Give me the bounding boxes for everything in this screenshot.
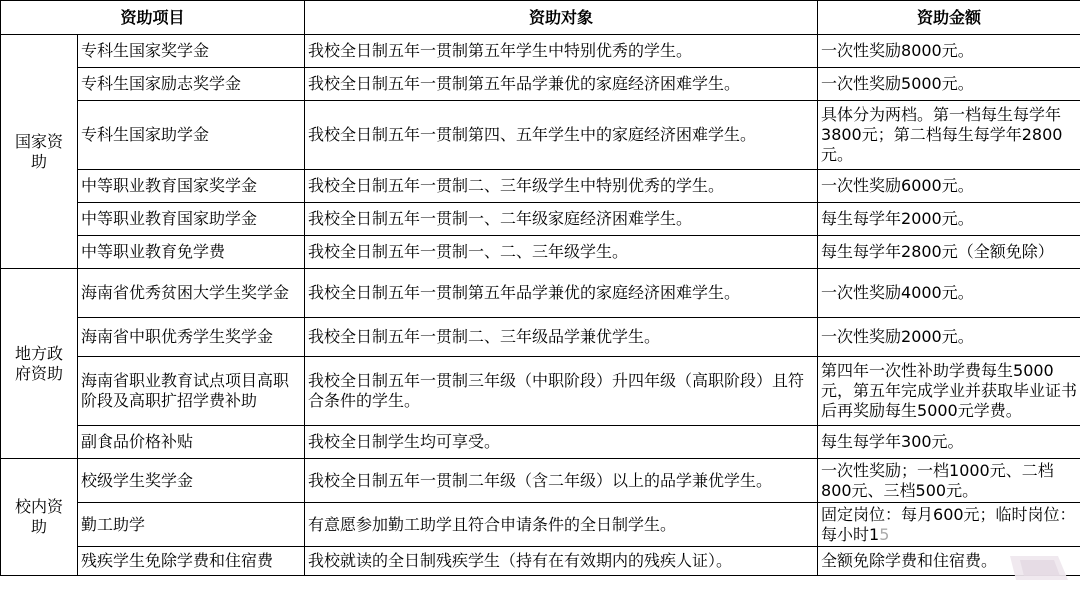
category-school: 校内资助: [1, 459, 78, 576]
project-cell: 勤工助学: [78, 503, 305, 547]
project-cell: 海南省职业教育试点项目高职阶段及高职扩招学费补助: [78, 357, 305, 426]
target-cell: 我校全日制五年一贯制三年级（中职阶段）升四年级（高职阶段）且符合条件的学生。: [305, 357, 818, 426]
table-row: [1, 503, 1080, 547]
target-cell: 我校全日制五年一贯制二、三年级品学兼优学生。: [305, 318, 818, 357]
target-cell: 我校全日制五年一贯制第五年学生中特别优秀的学生。: [305, 35, 818, 68]
header-target: 资助对象: [305, 1, 818, 35]
target-cell: 我校全日制五年一贯制二、三年级学生中特别优秀的学生。: [305, 170, 818, 203]
table-row: [1, 101, 1080, 170]
target-cell: 我校全日制五年一贯制第五年品学兼优的家庭经济困难学生。: [305, 269, 818, 318]
amount-cell: 一次性奖励4000元。: [818, 269, 1080, 318]
amount-cell: 全额免除学费和住宿费。: [818, 547, 1080, 576]
amount-cell: [818, 503, 1080, 547]
project-cell: 副食品价格补贴: [78, 426, 305, 459]
table-row: [1, 236, 1080, 269]
target-cell: 我校全日制五年一贯制一、二年级家庭经济困难学生。: [305, 203, 818, 236]
table-row: [1, 269, 1080, 318]
project-cell: 校级学生奖学金: [78, 459, 305, 503]
target-cell: 我校就读的全日制残疾学生（持有在有效期内的残疾人证）。: [305, 547, 818, 576]
category-local-government: 地方政府资助: [1, 269, 78, 459]
category-national: 国家资助: [1, 35, 78, 269]
project-cell: 专科生国家助学金: [78, 101, 305, 170]
target-cell: 我校全日制学生均可享受。: [305, 426, 818, 459]
project-cell: 残疾学生免除学费和住宿费: [78, 547, 305, 576]
target-cell: 我校全日制五年一贯制一、二、三年级学生。: [305, 236, 818, 269]
amount-text: 固定岗位：每月600元；临时岗位：每小时1: [821, 504, 1076, 544]
project-cell: 中等职业教育国家助学金: [78, 203, 305, 236]
table-row: [1, 35, 1080, 68]
header-amount: 资助金额: [818, 1, 1080, 35]
decorative-overlay-shape: [1010, 556, 1068, 580]
amount-cell: 每生每学年2000元。: [818, 203, 1080, 236]
header-project: 资助项目: [1, 1, 305, 35]
table-row: [1, 547, 1080, 576]
table-row: [1, 318, 1080, 357]
table-row: [1, 459, 1080, 503]
project-cell: 中等职业教育免学费: [78, 236, 305, 269]
table-row: [1, 170, 1080, 203]
project-cell: 专科生国家励志奖学金: [78, 68, 305, 101]
target-cell: 我校全日制五年一贯制第四、五年学生中的家庭经济困难学生。: [305, 101, 818, 170]
amount-cell: 每生每学年300元。: [818, 426, 1080, 459]
target-cell: 我校全日制五年一贯制第五年品学兼优的家庭经济困难学生。: [305, 68, 818, 101]
amount-cell: 一次性奖励；一档1000元、二档800元、三档500元。: [818, 459, 1080, 503]
table-row: [1, 426, 1080, 459]
amount-cell: 每生每学年2800元（全额免除）: [818, 236, 1080, 269]
amount-cell: 一次性奖励5000元。: [818, 68, 1080, 101]
amount-cell: 第四年一次性补助学费每生5000元，第五年完成学业并获取毕业证书后再奖励每生5000元学费。: [818, 357, 1080, 426]
table-row: [1, 357, 1080, 426]
amount-text-suffix: 5: [879, 524, 890, 544]
amount-cell: 一次性奖励2000元。: [818, 318, 1080, 357]
table-row: [1, 68, 1080, 101]
target-cell: 我校全日制五年一贯制二年级（含二年级）以上的品学兼优学生。: [305, 459, 818, 503]
project-cell: 中等职业教育国家奖学金: [78, 170, 305, 203]
target-cell: 有意愿参加勤工助学且符合申请条件的全日制学生。: [305, 503, 818, 547]
project-cell: 专科生国家奖学金: [78, 35, 305, 68]
project-cell: 海南省中职优秀学生奖学金: [78, 318, 305, 357]
amount-cell: 具体分为两档。第一档每生每学年3800元；第二档每生每学年2800元。: [818, 101, 1080, 170]
project-cell: 海南省优秀贫困大学生奖学金: [78, 269, 305, 318]
header-row: [1, 1, 1080, 35]
amount-cell: 一次性奖励8000元。: [818, 35, 1080, 68]
table-row: [1, 203, 1080, 236]
amount-cell: 一次性奖励6000元。: [818, 170, 1080, 203]
